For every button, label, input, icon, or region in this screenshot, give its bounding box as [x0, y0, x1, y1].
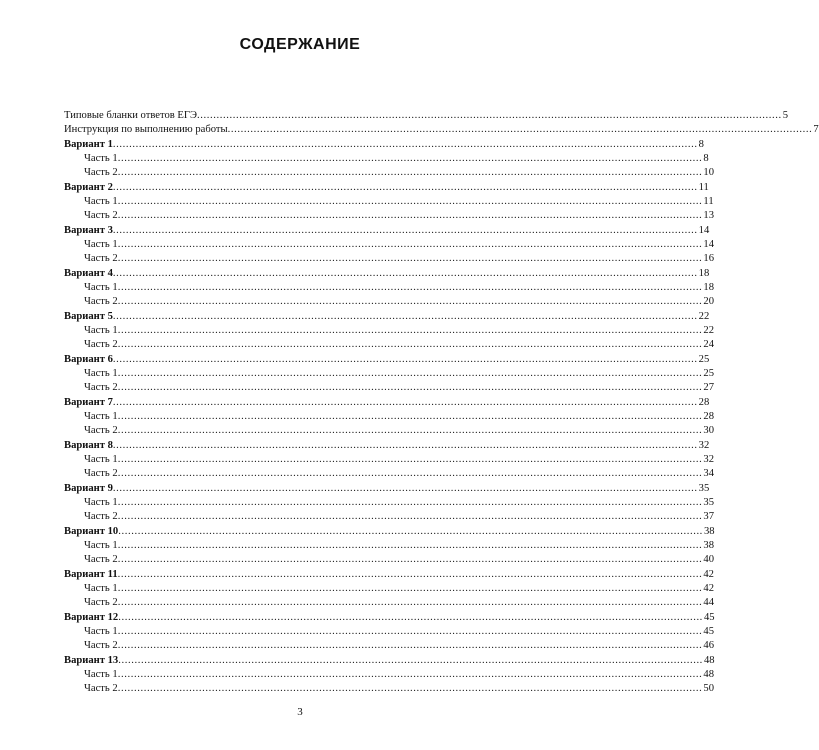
toc-page-number: 5: [782, 110, 789, 121]
toc-variant-label: Вариант 7: [64, 397, 113, 408]
toc-part-label: Часть 2: [84, 296, 118, 307]
toc-variant-label: Вариант 2: [64, 182, 113, 193]
toc-page-number: 28: [698, 397, 710, 408]
toc-entry: [64, 439, 710, 453]
toc-page-number: 50: [703, 683, 715, 694]
dot-leader: ....................................................................................................................................................................................: [112, 268, 698, 279]
dot-leader: ....................................................................................................................................................................................: [117, 411, 703, 422]
dot-leader: ....................................................................................................................................................................................: [117, 368, 703, 379]
toc-entry: [64, 639, 715, 653]
toc-page-number: 20: [703, 296, 715, 307]
toc-page-number: 28: [703, 411, 715, 422]
toc-page-number: 46: [703, 640, 715, 651]
toc-entry: [64, 195, 714, 209]
toc-page-number: 16: [703, 253, 715, 264]
dot-leader: ....................................................................................................................................................................................: [117, 339, 703, 350]
toc-part-label: Часть 2: [84, 210, 118, 221]
toc-entry: [64, 324, 715, 338]
toc-page-number: 7: [813, 124, 819, 135]
toc-entry: [64, 367, 715, 381]
dot-leader: ....................................................................................................................................................................................: [117, 296, 703, 307]
toc-entry: [64, 381, 715, 395]
dot-leader: ....................................................................................................................................................................................: [117, 597, 703, 608]
toc-part-label: Часть 1: [84, 325, 118, 336]
toc-part-label: Часть 1: [84, 454, 118, 465]
dot-leader: ....................................................................................................................................................................................: [118, 612, 703, 623]
dot-leader: ....................................................................................................................................................................................: [117, 382, 703, 393]
toc-variant-label: Вариант 13: [64, 655, 119, 666]
toc-page-number: 42: [703, 583, 715, 594]
dot-leader: ....................................................................................................................................................................................: [117, 210, 703, 221]
dot-leader: ....................................................................................................................................................................................: [112, 225, 698, 236]
toc-entry: [64, 224, 710, 238]
dot-leader: ....................................................................................................................................................................................: [112, 440, 698, 451]
toc-variant-label: Вариант 10: [64, 526, 119, 537]
dot-leader: ....................................................................................................................................................................................: [117, 153, 703, 164]
dot-leader: ....................................................................................................................................................................................: [118, 526, 703, 537]
toc-variant-label: Вариант 4: [64, 268, 113, 279]
toc-page-number: 24: [703, 339, 715, 350]
toc-entry: [64, 625, 715, 639]
toc-entry: [64, 295, 715, 309]
dot-leader: ....................................................................................................................................................................................: [117, 468, 703, 479]
toc-variant-label: Вариант 5: [64, 311, 113, 322]
toc-page-number: 11: [703, 196, 714, 207]
toc-page-number: 14: [698, 225, 710, 236]
dot-leader: ....................................................................................................................................................................................: [117, 669, 703, 680]
toc-entry: [64, 611, 715, 625]
toc-entry: [64, 539, 715, 553]
toc-page-number: 27: [703, 382, 715, 393]
toc-entry: [64, 353, 710, 367]
page-title: СОДЕРЖАНИЕ: [239, 36, 361, 53]
dot-leader: ....................................................................................................................................................................................: [117, 511, 703, 522]
toc-entry: [64, 238, 715, 252]
toc-entry: [64, 410, 715, 424]
toc-entry: [64, 596, 715, 610]
toc-part-label: Часть 2: [84, 425, 118, 436]
dot-leader: ....................................................................................................................................................................................: [112, 354, 698, 365]
toc-entry: [64, 138, 704, 152]
toc-part-label: Часть 2: [84, 339, 118, 350]
toc-part-label: Часть 1: [84, 196, 118, 207]
toc-variant-label: Вариант 11: [64, 569, 118, 580]
toc-page-number: 37: [703, 511, 715, 522]
toc-entry: [64, 109, 789, 123]
toc-part-label: Часть 1: [84, 497, 118, 508]
toc-entry: [64, 123, 819, 137]
toc-part-label: Часть 1: [84, 239, 118, 250]
toc-page-number: 40: [703, 554, 715, 565]
toc-part-label: Часть 1: [84, 368, 118, 379]
dot-leader: ....................................................................................................................................................................................: [117, 640, 703, 651]
dot-leader: ....................................................................................................................................................................................: [117, 583, 703, 594]
toc-entry: [64, 152, 709, 166]
toc-page-number: 18: [703, 282, 715, 293]
toc-part-label: Часть 2: [84, 683, 118, 694]
dot-leader: ....................................................................................................................................................................................: [197, 110, 782, 121]
toc-page-number: 25: [703, 368, 715, 379]
toc-page-number: 10: [703, 167, 715, 178]
toc-entry: [64, 582, 715, 596]
toc-page-number: 38: [703, 526, 715, 537]
toc-part-label: Часть 1: [84, 540, 118, 551]
table-of-contents: [64, 109, 819, 696]
toc-part-label: Часть 2: [84, 511, 118, 522]
toc-entry: [64, 310, 710, 324]
toc-entry: [64, 553, 715, 567]
toc-part-label: Часть 1: [84, 669, 118, 680]
toc-variant-label: Вариант 8: [64, 440, 113, 451]
toc-entry: [64, 209, 715, 223]
toc-entry: [64, 338, 715, 352]
toc-page-number: 14: [703, 239, 715, 250]
dot-leader: ....................................................................................................................................................................................: [117, 683, 703, 694]
dot-leader: ....................................................................................................................................................................................: [117, 425, 703, 436]
toc-page-number: 35: [698, 483, 710, 494]
toc-part-label: Часть 1: [84, 153, 118, 164]
toc-part-label: Часть 2: [84, 253, 118, 264]
toc-entry: [64, 682, 715, 696]
toc-page-number: 44: [703, 597, 715, 608]
dot-leader: ....................................................................................................................................................................................: [117, 497, 703, 508]
toc-variant-label: Вариант 12: [64, 612, 119, 623]
toc-entry: [64, 668, 715, 682]
dot-leader: ....................................................................................................................................................................................: [117, 540, 703, 551]
dot-leader: ....................................................................................................................................................................................: [117, 569, 703, 580]
toc-page-number: 48: [703, 655, 715, 666]
toc-entry: [64, 482, 710, 496]
toc-entry: [64, 424, 715, 438]
toc-entry: [64, 166, 715, 180]
toc-entry: [64, 654, 715, 668]
dot-leader: ....................................................................................................................................................................................: [117, 454, 703, 465]
toc-entry: [64, 453, 715, 467]
toc-part-label: Часть 1: [84, 282, 118, 293]
dot-leader: ....................................................................................................................................................................................: [227, 124, 813, 135]
toc-page-number: 34: [703, 468, 715, 479]
toc-entry: [64, 252, 715, 266]
dot-leader: ....................................................................................................................................................................................: [117, 554, 703, 565]
toc-variant-label: Вариант 1: [64, 139, 113, 150]
dot-leader: ....................................................................................................................................................................................: [117, 325, 703, 336]
toc-page-number: 32: [698, 440, 710, 451]
toc-entry: [64, 510, 715, 524]
toc-part-label: Часть 1: [84, 583, 118, 594]
toc-entry: [64, 525, 715, 539]
toc-part-label: Часть 2: [84, 640, 118, 651]
toc-part-label: Часть 1: [84, 626, 118, 637]
toc-section-label: Инструкция по выполнению работы: [64, 124, 228, 135]
toc-page-number: 22: [698, 311, 710, 322]
dot-leader: ....................................................................................................................................................................................: [112, 182, 698, 193]
dot-leader: ....................................................................................................................................................................................: [112, 311, 698, 322]
toc-page-number: 30: [703, 425, 715, 436]
dot-leader: ....................................................................................................................................................................................: [117, 626, 703, 637]
dot-leader: ....................................................................................................................................................................................: [112, 397, 698, 408]
toc-part-label: Часть 2: [84, 554, 118, 565]
toc-part-label: Часть 2: [84, 167, 118, 178]
toc-entry: [64, 267, 710, 281]
toc-page-number: 22: [703, 325, 715, 336]
dot-leader: ....................................................................................................................................................................................: [112, 139, 698, 150]
page-number: 3: [297, 706, 303, 718]
dot-leader: ....................................................................................................................................................................................: [117, 239, 703, 250]
dot-leader: ....................................................................................................................................................................................: [117, 282, 703, 293]
dot-leader: ....................................................................................................................................................................................: [118, 655, 703, 666]
toc-page-number: 8: [703, 153, 709, 164]
toc-page-number: 45: [703, 626, 715, 637]
toc-page-number: 38: [703, 540, 715, 551]
toc-variant-label: Вариант 9: [64, 483, 113, 494]
toc-section-label: Типовые бланки ответов ЕГЭ: [64, 110, 198, 121]
toc-page-number: 18: [698, 268, 710, 279]
dot-leader: ....................................................................................................................................................................................: [117, 196, 703, 207]
toc-part-label: Часть 2: [84, 597, 118, 608]
toc-entry: [64, 467, 715, 481]
toc-variant-label: Вариант 6: [64, 354, 113, 365]
toc-entry: [64, 281, 715, 295]
dot-leader: ....................................................................................................................................................................................: [112, 483, 698, 494]
toc-entry: [64, 496, 715, 510]
toc-page-number: 13: [703, 210, 715, 221]
toc-entry: [64, 568, 714, 582]
toc-entry: [64, 181, 709, 195]
dot-leader: ....................................................................................................................................................................................: [117, 167, 703, 178]
toc-page-number: 42: [703, 569, 714, 580]
toc-page-number: 32: [703, 454, 715, 465]
toc-part-label: Часть 2: [84, 382, 118, 393]
toc-page-number: 8: [698, 139, 704, 150]
toc-page-number: 35: [703, 497, 715, 508]
toc-entry: [64, 396, 710, 410]
toc-part-label: Часть 1: [84, 411, 118, 422]
toc-variant-label: Вариант 3: [64, 225, 113, 236]
toc-page-number: 11: [698, 182, 709, 193]
dot-leader: ....................................................................................................................................................................................: [117, 253, 703, 264]
toc-page-number: 25: [698, 354, 710, 365]
toc-page-number: 45: [703, 612, 715, 623]
toc-part-label: Часть 2: [84, 468, 118, 479]
toc-page-number: 48: [703, 669, 715, 680]
